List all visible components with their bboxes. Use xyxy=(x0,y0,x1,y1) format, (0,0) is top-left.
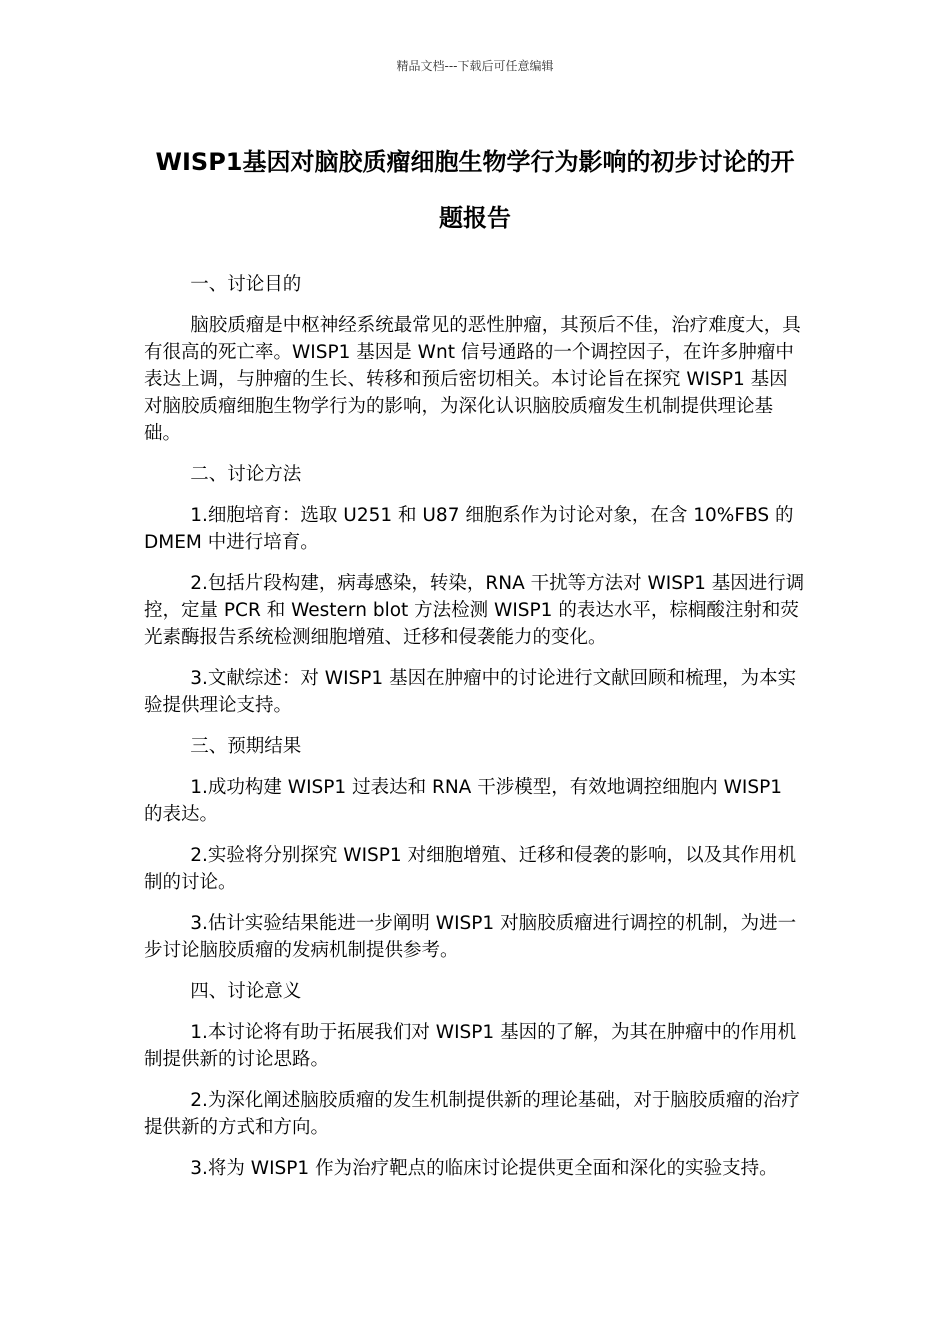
paragraph-results-3: 3.估计实验结果能进一步阐明 WISP1 对脑胶质瘤进行调控的机制，为进一步讨论脑胶质瘤的发病机制提供参考。 xyxy=(144,913,797,961)
section-heading-significance: 四、讨论意义 xyxy=(190,981,302,1002)
paragraph-methods-3: 3.文献综述：对 WISP1 基因在肿瘤中的讨论进行文献回顾和梳理，为本实验提供理论支持。 xyxy=(144,668,797,716)
document-title: WISP1基因对脑胶质瘤细胞生物学行为影响的初步讨论的开题报告 xyxy=(155,148,795,232)
paragraph-significance-2: 2.为深化阐述脑胶质瘤的发生机制提供新的理论基础，对于脑胶质瘤的治疗提供新的方式和方向。 xyxy=(144,1090,800,1138)
paragraph-results-2: 2.实验将分别探究 WISP1 对细胞增殖、迁移和侵袭的影响，以及其作用机制的讨论。 xyxy=(144,845,797,893)
paragraph-results-1: 1.成功构建 WISP1 过表达和 RNA 干涉模型，有效地调控细胞内 WISP1 的表达。 xyxy=(144,777,782,825)
section-heading-purpose: 一、讨论目的 xyxy=(190,274,302,295)
paragraph-significance-1: 1.本讨论将有助于拓展我们对 WISP1 基因的了解，为其在肿瘤中的作用机制提供新的讨论思路。 xyxy=(144,1022,797,1070)
paragraph-methods-2: 2.包括片段构建，病毒感染，转染，RNA 干扰等方法对 WISP1 基因进行调控，定量 PCR 和 Western blot 方法检测 WISP1 的表达水平，棕榈酸注射和荧光素酶报告系统检测细胞增殖、迁移和侵袭能力的变化。 xyxy=(144,573,805,648)
page-header: 精品文档---下载后可任意编辑 xyxy=(396,59,554,73)
paragraph-purpose: 脑胶质瘤是中枢神经系统最常见的恶性肿瘤，其预后不佳，治疗难度大，具有很高的死亡率。WISP1 基因是 Wnt 信号通路的一个调控因子，在许多肿瘤中表达上调，与肿瘤的生长、转移和预后密切相关。本讨论旨在探究 WISP1 基因对脑胶质瘤细胞生物学行为的影响，为深化认识脑胶质瘤发生机制提供理论基础。 xyxy=(144,315,801,444)
section-heading-results: 三、预期结果 xyxy=(190,736,302,757)
paragraph-methods-1: 1.细胞培育：选取 U251 和 U87 细胞系作为讨论对象，在含 10%FBS 的 DMEM 中进行培育。 xyxy=(144,505,794,553)
paragraph-significance-3: 3.将为 WISP1 作为治疗靶点的临床讨论提供更全面和深化的实验支持。 xyxy=(190,1158,778,1179)
document-body xyxy=(144,271,806,1196)
section-heading-methods: 二、讨论方法 xyxy=(190,464,302,485)
